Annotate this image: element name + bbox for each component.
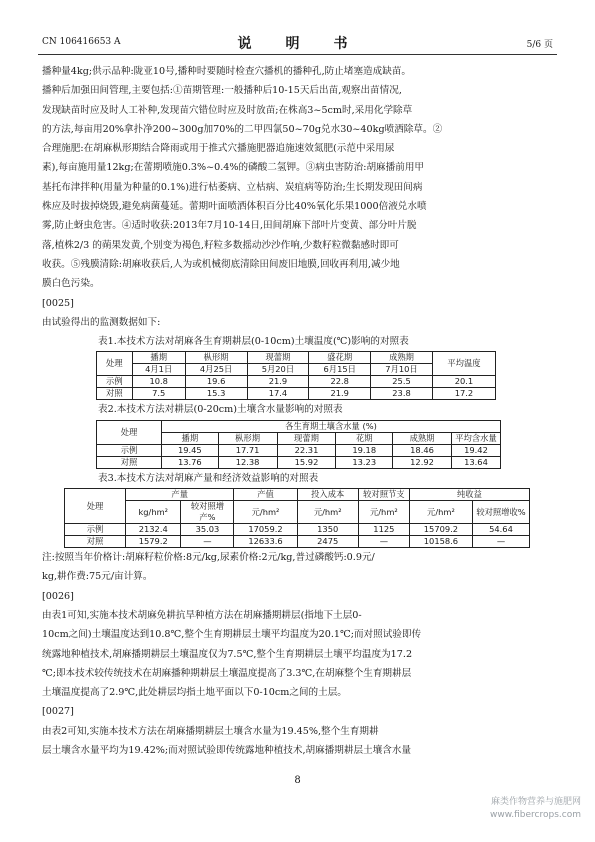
table-header-cell: 现蕾期 <box>277 432 336 444</box>
table-cell: 1579.2 <box>126 536 181 548</box>
table-header-cell: 各生育期土壤含水量 (%) <box>162 420 501 432</box>
table-header-cell: 花期 <box>336 432 393 444</box>
table-header-cell: 成熟期 <box>393 432 452 444</box>
table-header-cell: 现蕾期 <box>247 352 309 364</box>
table-row <box>97 444 501 456</box>
table-header-cell: kg/hm² <box>126 501 181 524</box>
document-title: 说 明 书 <box>237 36 358 52</box>
document-body <box>42 62 554 760</box>
table-cell: 18.46 <box>393 444 452 456</box>
paragraph-0027: [0027] 由表2可知,实施本技术方法在胡麻播期耕层土壤含水量为19.45%,整个生育期耕 层土壤含水量平均为19.42%;而对照试验即传统露地种植技术,胡麻播期耕层土壤含水量 <box>42 702 554 760</box>
table-row <box>97 456 501 468</box>
table-cell: 12.92 <box>393 456 452 468</box>
table-header-cell: 产量 <box>126 489 234 501</box>
table-cell: 2132.4 <box>126 524 181 536</box>
table-header-cell: 元/hm² <box>297 501 358 524</box>
table-cell: 17.4 <box>247 388 309 400</box>
table-header-cell: 较对照节支 <box>358 489 409 501</box>
table-header-row <box>97 420 501 432</box>
table-cell: 25.5 <box>371 376 433 388</box>
table-cell: 15709.2 <box>409 524 472 536</box>
table-cell: 15.92 <box>277 456 336 468</box>
table-cell: — <box>473 536 530 548</box>
table2-caption: 表2.本技术方法对耕层(0-20cm)土壤含水量影响的对照表 <box>98 404 343 416</box>
table3-note: 注:按照当年价格计:胡麻籽粒价格:8元/kg,尿素价格:2元/kg,普过磷酸钙:0.9元/ kg,耕作费:75元/亩计算。 <box>42 552 375 583</box>
table-row <box>65 524 530 536</box>
table-cell: 19.42 <box>452 444 501 456</box>
table-header-cell: 6月15日 <box>309 364 371 376</box>
table-cell: — <box>358 536 409 548</box>
table-header-cell: 较对照增收% <box>473 501 530 524</box>
table-cell: 19.18 <box>336 444 393 456</box>
paragraph-0026: [0026] 由表1可知,实施本技术胡麻免耕抗旱种植方法在胡麻播期耕层(指地下土层0- 10cm之间)土壤温度达到10.8℃,整个生育期耕层土壤平均温度为20.1℃;而对照试验即传 统露地种植技术,胡麻播期耕层土壤温度仅为7.5℃,整个生育期耕层土壤平均温度为17.2 ℃;即本技术较传统技术在胡麻播种期耕层土壤温度提高了3.3℃,在胡麻整个生育期耕层 土壤温度提高了2.9℃,此处耕层均指土地平面以下0-10cm之间的土层。 <box>42 587 554 703</box>
table-cell: 13.64 <box>452 456 501 468</box>
row-label: 示例 <box>65 524 126 536</box>
table-cell: 19.45 <box>162 444 219 456</box>
table-cell: 23.8 <box>371 388 433 400</box>
table-header-cell: 较对照增产% <box>181 501 234 524</box>
table-header-cell: 枞形期 <box>185 352 247 364</box>
table-cell: 10158.6 <box>409 536 472 548</box>
header-rule <box>38 54 557 55</box>
table-cell: 21.9 <box>309 388 371 400</box>
paragraph-number: [0026] <box>42 590 74 602</box>
row-label: 对照 <box>97 456 162 468</box>
paragraph-cultivation: 播种量4kg;供示品种:陇亚10号,播种时要随时检查穴播机的播种孔,防止堵塞造成缺苗。 播种后加强田间管理,主要包括:①苗期管理:一般播种后10-15天后出苗,观察出苗情况, 发现缺苗时应及时人工补种,发现苗穴错位时应及时放苗;在株高3~5cm时,采用化学除草 的方法,每亩用20%拿扑净200~300g加70%的二甲四氯50~70g兑水30~40kg喷洒除草。② 合理施肥:在胡麻枞形期结合降雨或用于推式穴播施肥器追施速效氮肥(示范中采用尿 素),每亩施用量12kg;在蕾期喷施0.3%~0.4%的磷酸二氢钾。③病虫害防治:胡麻播前用甲 基托布津拌种(用量为种量的0.1%)进行枯萎病、立枯病、炭疽病等防治;生长期发现田间病 株应及时拔掉烧毁,避免病菌蔓延。蕾期叶面喷洒体积百分比40%氧化乐果1000倍液兑水喷 雾,防止蚜虫危害。④适时收获:2013年7月10-14日,田间胡麻下部叶片变黄、部分叶片脱 落,植株2/3 的蒴果发黄,个别变为褐色,籽粒多数摇动沙沙作响,少数籽粒微黏感时即可 收获。⑤残膜清除:胡麻收获后,人为或机械彻底清除田间废旧地膜,回收再利用,减少地 膜白色污染。 <box>42 66 443 290</box>
table-header-cell: 平均含水量 <box>452 432 501 444</box>
table-header-cell: 平均温度 <box>432 352 495 376</box>
table-header-row <box>65 489 530 501</box>
table-row <box>65 536 530 548</box>
table-cell: 13.76 <box>162 456 219 468</box>
table-cell: 17.71 <box>218 444 277 456</box>
row-label: 示例 <box>97 376 133 388</box>
table-header-cell: 处理 <box>97 420 162 444</box>
table-header-cell: 处理 <box>65 489 126 524</box>
page-number: 8 <box>294 775 301 786</box>
table-cell: 17.2 <box>432 388 495 400</box>
row-label: 示例 <box>97 444 162 456</box>
table-cell: 20.1 <box>432 376 495 388</box>
page-header <box>42 33 553 52</box>
table-header-cell: 元/hm² <box>234 501 297 524</box>
table-header-cell: 投入成本 <box>297 489 358 501</box>
table-header-cell: 4月25日 <box>185 364 247 376</box>
table-cell: 12633.6 <box>234 536 297 548</box>
table-cell: — <box>181 536 234 548</box>
table1-soil-temperature <box>96 351 496 400</box>
table-header-cell: 盛花期 <box>309 352 371 364</box>
table-cell: 19.6 <box>185 376 247 388</box>
table-cell: 13.23 <box>336 456 393 468</box>
table-cell: 35.03 <box>181 524 234 536</box>
table-cell: 2475 <box>297 536 358 548</box>
table3-yield-economics <box>64 488 530 548</box>
table-header-cell: 纯收益 <box>409 489 529 501</box>
page-indicator: 5/6 页 <box>526 40 553 50</box>
table-header-cell: 成熟期 <box>371 352 433 364</box>
table-cell: 1350 <box>297 524 358 536</box>
publication-number: CN 106416653 A <box>42 37 121 47</box>
table-header-cell: 产值 <box>234 489 297 501</box>
table-header-row <box>65 501 530 524</box>
site-watermark: 麻类作物营养与施肥网 www.fibercrops.com <box>490 797 581 820</box>
table-header-cell: 5月20日 <box>247 364 309 376</box>
table-cell: 21.9 <box>247 376 309 388</box>
table-cell: 1125 <box>358 524 409 536</box>
table-cell: 22.8 <box>309 376 371 388</box>
table-cell: 22.31 <box>277 444 336 456</box>
table-header-cell: 4月1日 <box>132 364 185 376</box>
table-cell: 17059.2 <box>234 524 297 536</box>
row-label: 对照 <box>65 536 126 548</box>
table-row <box>97 388 496 400</box>
table-cell: 15.3 <box>185 388 247 400</box>
table1-caption: 表1.本技术方法对胡麻各生育期耕层(0-10cm)土壤温度(℃)影响的对照表 <box>98 336 409 348</box>
table-cell: 54.64 <box>473 524 530 536</box>
table-header-cell: 播期 <box>132 352 185 364</box>
paragraph-number: [0025] <box>42 297 74 309</box>
table-header-cell: 处理 <box>97 352 133 376</box>
row-label: 对照 <box>97 388 133 400</box>
table3-caption: 表3.本技术方法对胡麻产量和经济效益影响的对照表 <box>98 472 319 484</box>
table-cell: 12.38 <box>218 456 277 468</box>
paragraph-0025: [0025] 由试验得出的监测数据如下: <box>42 294 554 333</box>
table-header-cell: 元/hm² <box>358 501 409 524</box>
table-header-cell: 播期 <box>162 432 219 444</box>
paragraph-number: [0027] <box>42 706 74 718</box>
table-cell: 10.8 <box>132 376 185 388</box>
table-header-cell: 元/hm² <box>409 501 472 524</box>
table-row <box>97 376 496 388</box>
table-header-cell: 7月10日 <box>371 364 433 376</box>
table-cell: 7.5 <box>132 388 185 400</box>
table2-soil-moisture <box>96 420 501 469</box>
table-header-cell: 枞形期 <box>218 432 277 444</box>
table-header-row <box>97 352 496 364</box>
